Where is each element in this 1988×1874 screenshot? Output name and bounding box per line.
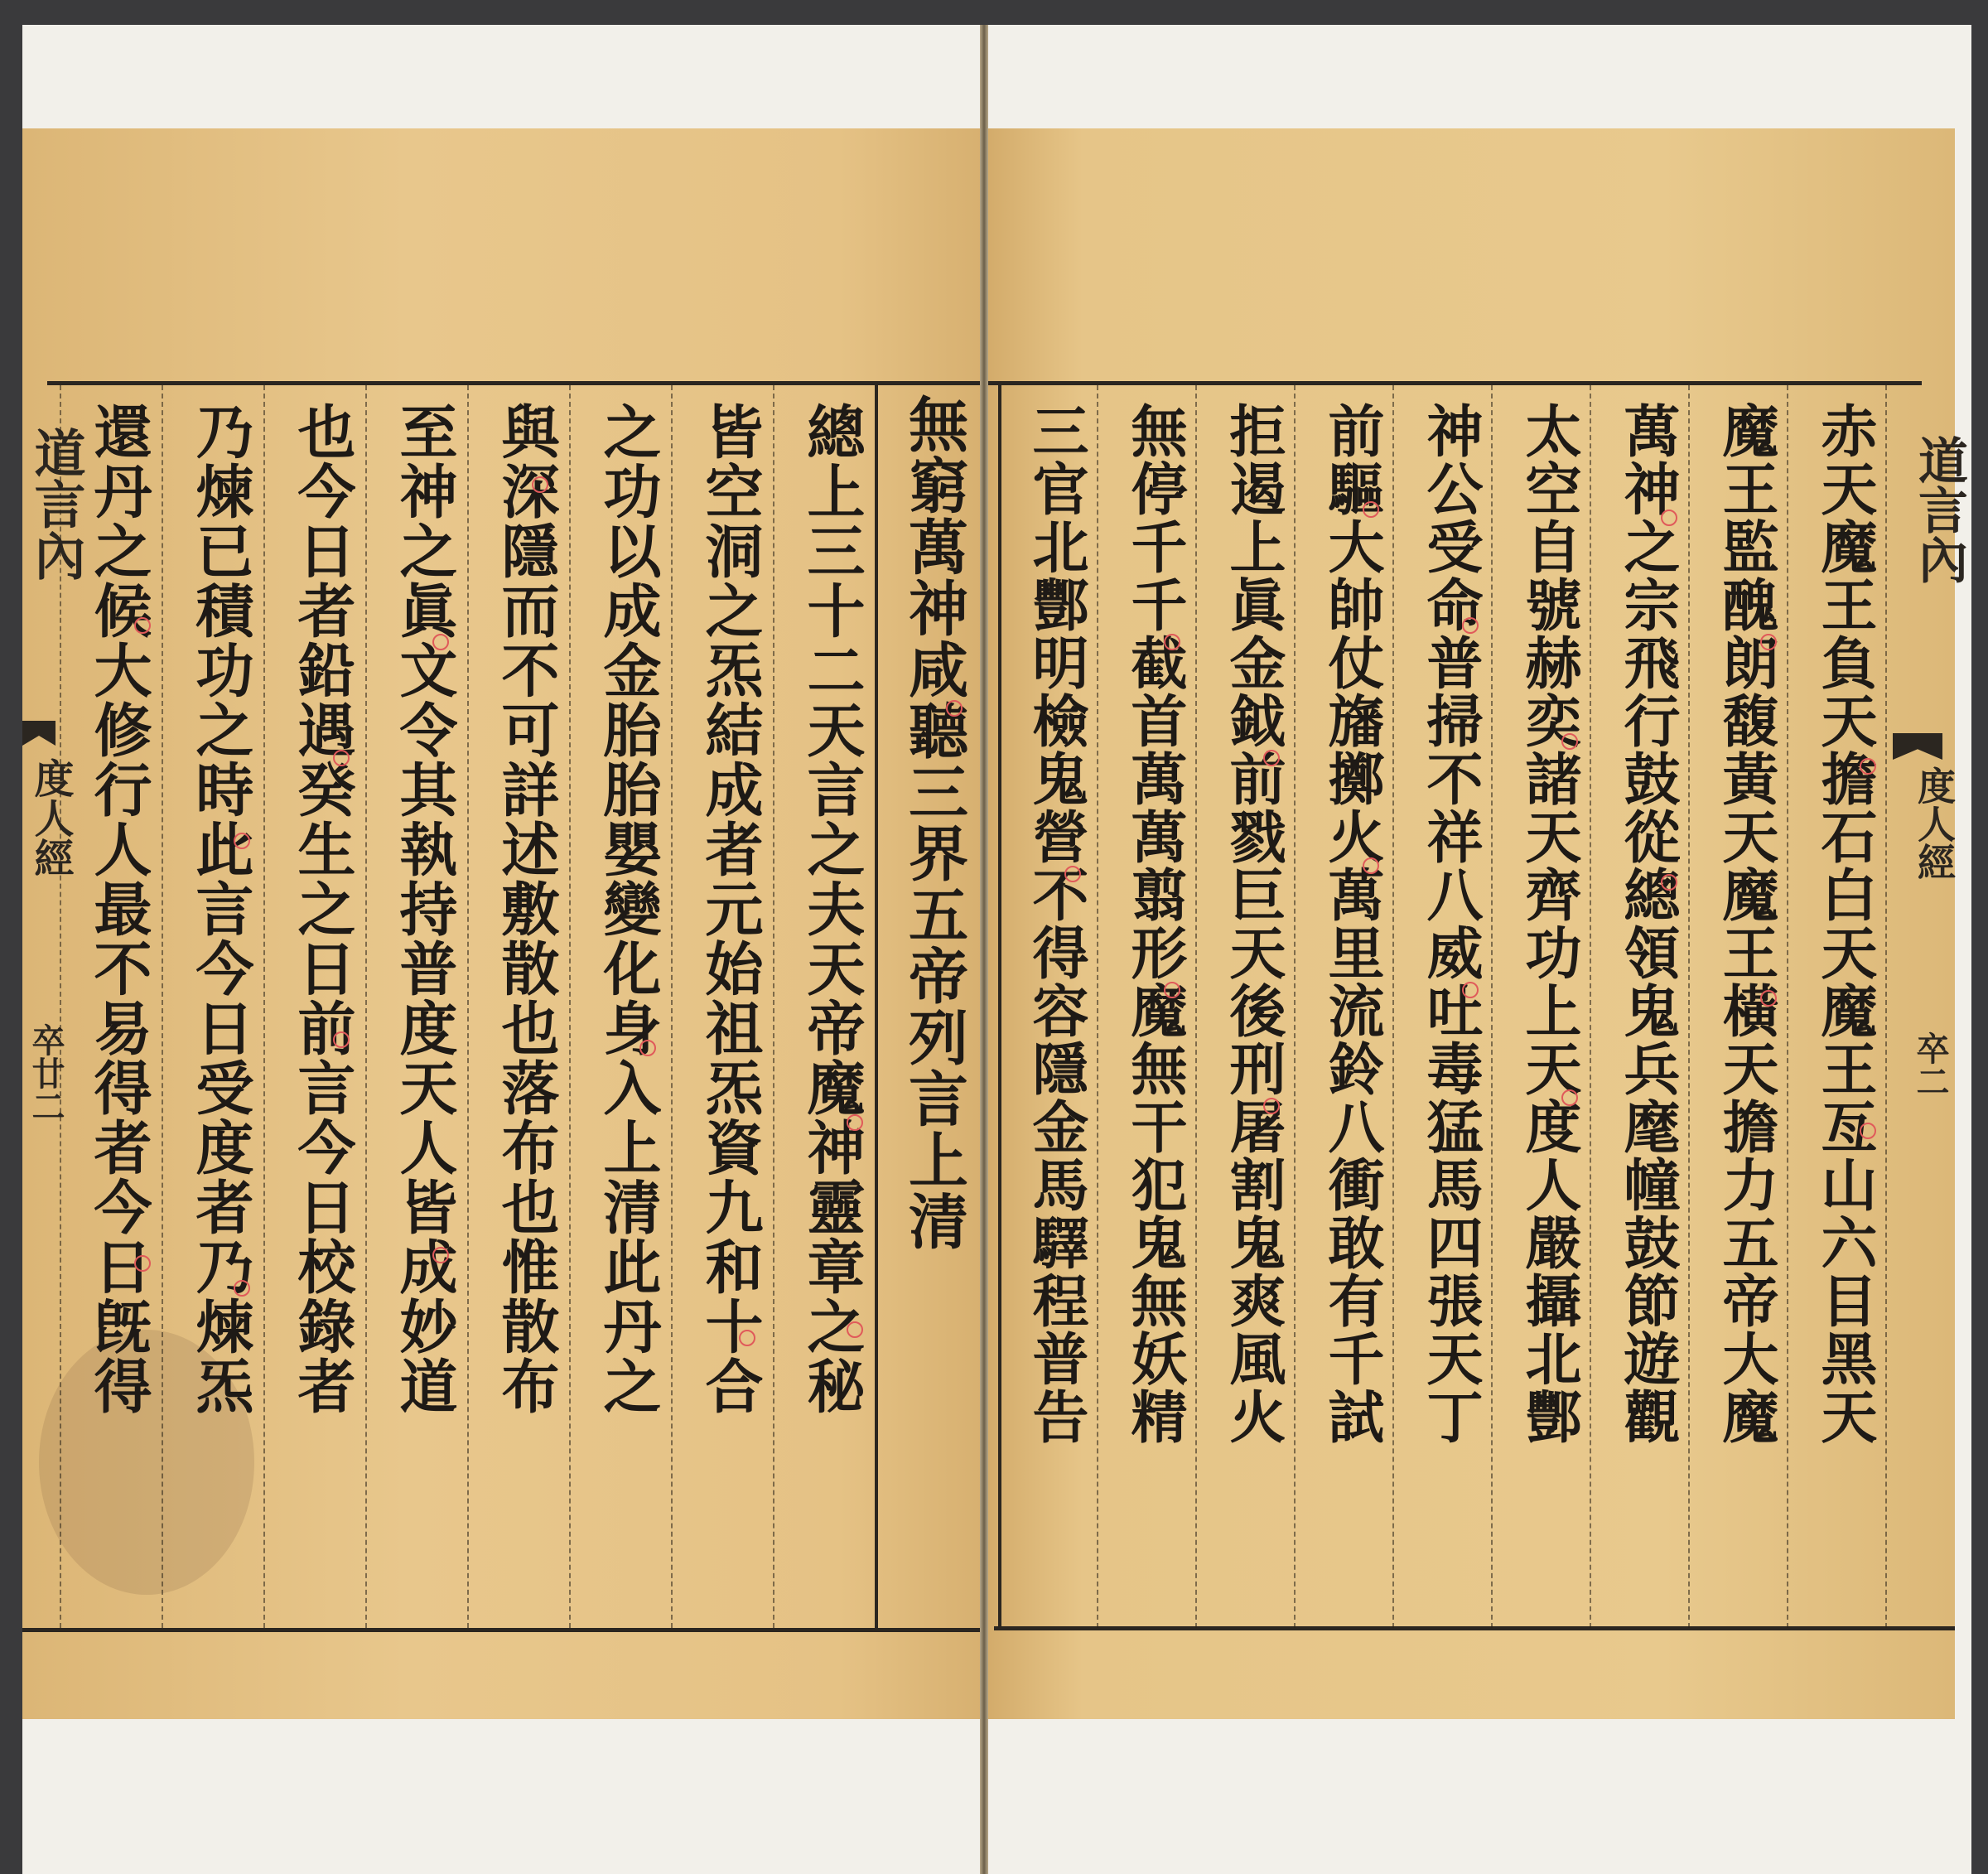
punctuation-circle [1760,634,1777,650]
right-margin-label: 度人經 [1912,766,1957,881]
right-column-1: 赤天魔王負天擔石白天魔王亙山六目黑天 [1812,402,1878,1446]
punctuation-circle [1661,874,1677,891]
punctuation-circle [333,1031,350,1048]
left-margin-label: 度人經 [27,758,74,877]
right-column-2: 魔王監醜朗馥黃天魔王橫天擔力五帝大魔 [1713,402,1779,1446]
left-column-3: 皆空洞之炁結成者元始祖炁資九和十合 [696,402,765,1416]
left-column-2: 總上三十二天言之夫天帝魔神靈章之秘 [798,402,866,1416]
left-column-8: 乃煉已積功之時此言今日受度者乃煉炁 [186,402,255,1416]
right-column-9: 三官北酆明檢鬼營不得容隱金馬驛程普告 [1023,402,1089,1446]
punctuation-circle [1860,758,1876,775]
punctuation-circle [946,700,963,717]
punctuation-circle [1462,617,1479,634]
punctuation-circle [1561,1089,1578,1106]
left-fish-tail-icon [22,721,55,746]
left-column-7: 也今日者鉛遇癸生之日前言今日校錄者 [288,402,357,1416]
punctuation-circle [847,1321,863,1338]
punctuation-circle [1064,866,1081,882]
left-page [22,128,983,1719]
right-column-3: 萬神之宗飛行鼓從總領鬼兵麾幢鼓節遊觀 [1614,402,1681,1446]
right-column-5: 神公受命普掃不祥八威吐毒猛馬四張天丁 [1417,402,1484,1446]
punctuation-circle [134,1255,151,1272]
right-margin-folio: 卒二 [1911,1031,1950,1098]
bottom-rule [22,1628,983,1632]
right-column-6: 前驅大帥仗旛擲火萬里流鈴八衝敢有千試 [1319,402,1385,1446]
punctuation-circle [234,1280,250,1297]
right-column-4: 太空自號赫奕諸天齊功上天度人嚴攝北酆 [1516,402,1582,1446]
punctuation-circle [739,1330,755,1346]
right-text-columns [998,385,1901,1628]
right-column-8: 無停千千截首萬萬翦形魔無干犯鬼無妖精 [1122,402,1188,1446]
left-margin-folio: 卒廿二 [27,1023,65,1123]
punctuation-circle [432,634,449,650]
punctuation-circle [1760,990,1777,1007]
punctuation-circle [1164,982,1180,998]
column-divider [998,385,1001,1628]
punctuation-circle [847,1114,863,1131]
punctuation-circle [1363,501,1379,518]
punctuation-circle [1661,510,1677,526]
left-margin-title: 道言內 [26,427,86,581]
punctuation-circle [532,476,548,493]
punctuation-circle [234,833,250,849]
punctuation-circle [1263,1098,1280,1114]
punctuation-circle [1363,857,1379,874]
right-margin-title: 道言內 [1910,435,1968,584]
left-column-5: 與深隱而不可詳述敷散也落布也惟散布 [492,402,561,1416]
punctuation-circle [639,1040,656,1056]
punctuation-circle [134,617,151,634]
punctuation-circle [1860,1123,1876,1139]
punctuation-circle [1263,750,1280,766]
column-divider [60,385,61,1628]
punctuation-circle [432,1247,449,1263]
punctuation-circle [1462,982,1479,998]
right-page [986,128,1968,1719]
left-text-columns [60,385,983,1628]
right-column-7: 拒遏上眞金鉞前戮巨天後刑屠割鬼爽風火 [1220,402,1286,1446]
punctuation-circle [1164,634,1180,650]
book-spine [980,25,988,1874]
left-column-9: 還丹之候大修行人最不易得者今日旣得 [84,402,153,1416]
left-column-6: 至神之眞文令其執持普度天人皆成妙道 [390,402,459,1416]
punctuation-circle [333,750,350,766]
left-column-4: 之功以成金胎胎嬰變化身入上清此丹之 [594,402,663,1416]
punctuation-circle [1561,733,1578,750]
left-column-1: 無窮萬神咸聽三界五帝列言上清 [899,394,969,1252]
